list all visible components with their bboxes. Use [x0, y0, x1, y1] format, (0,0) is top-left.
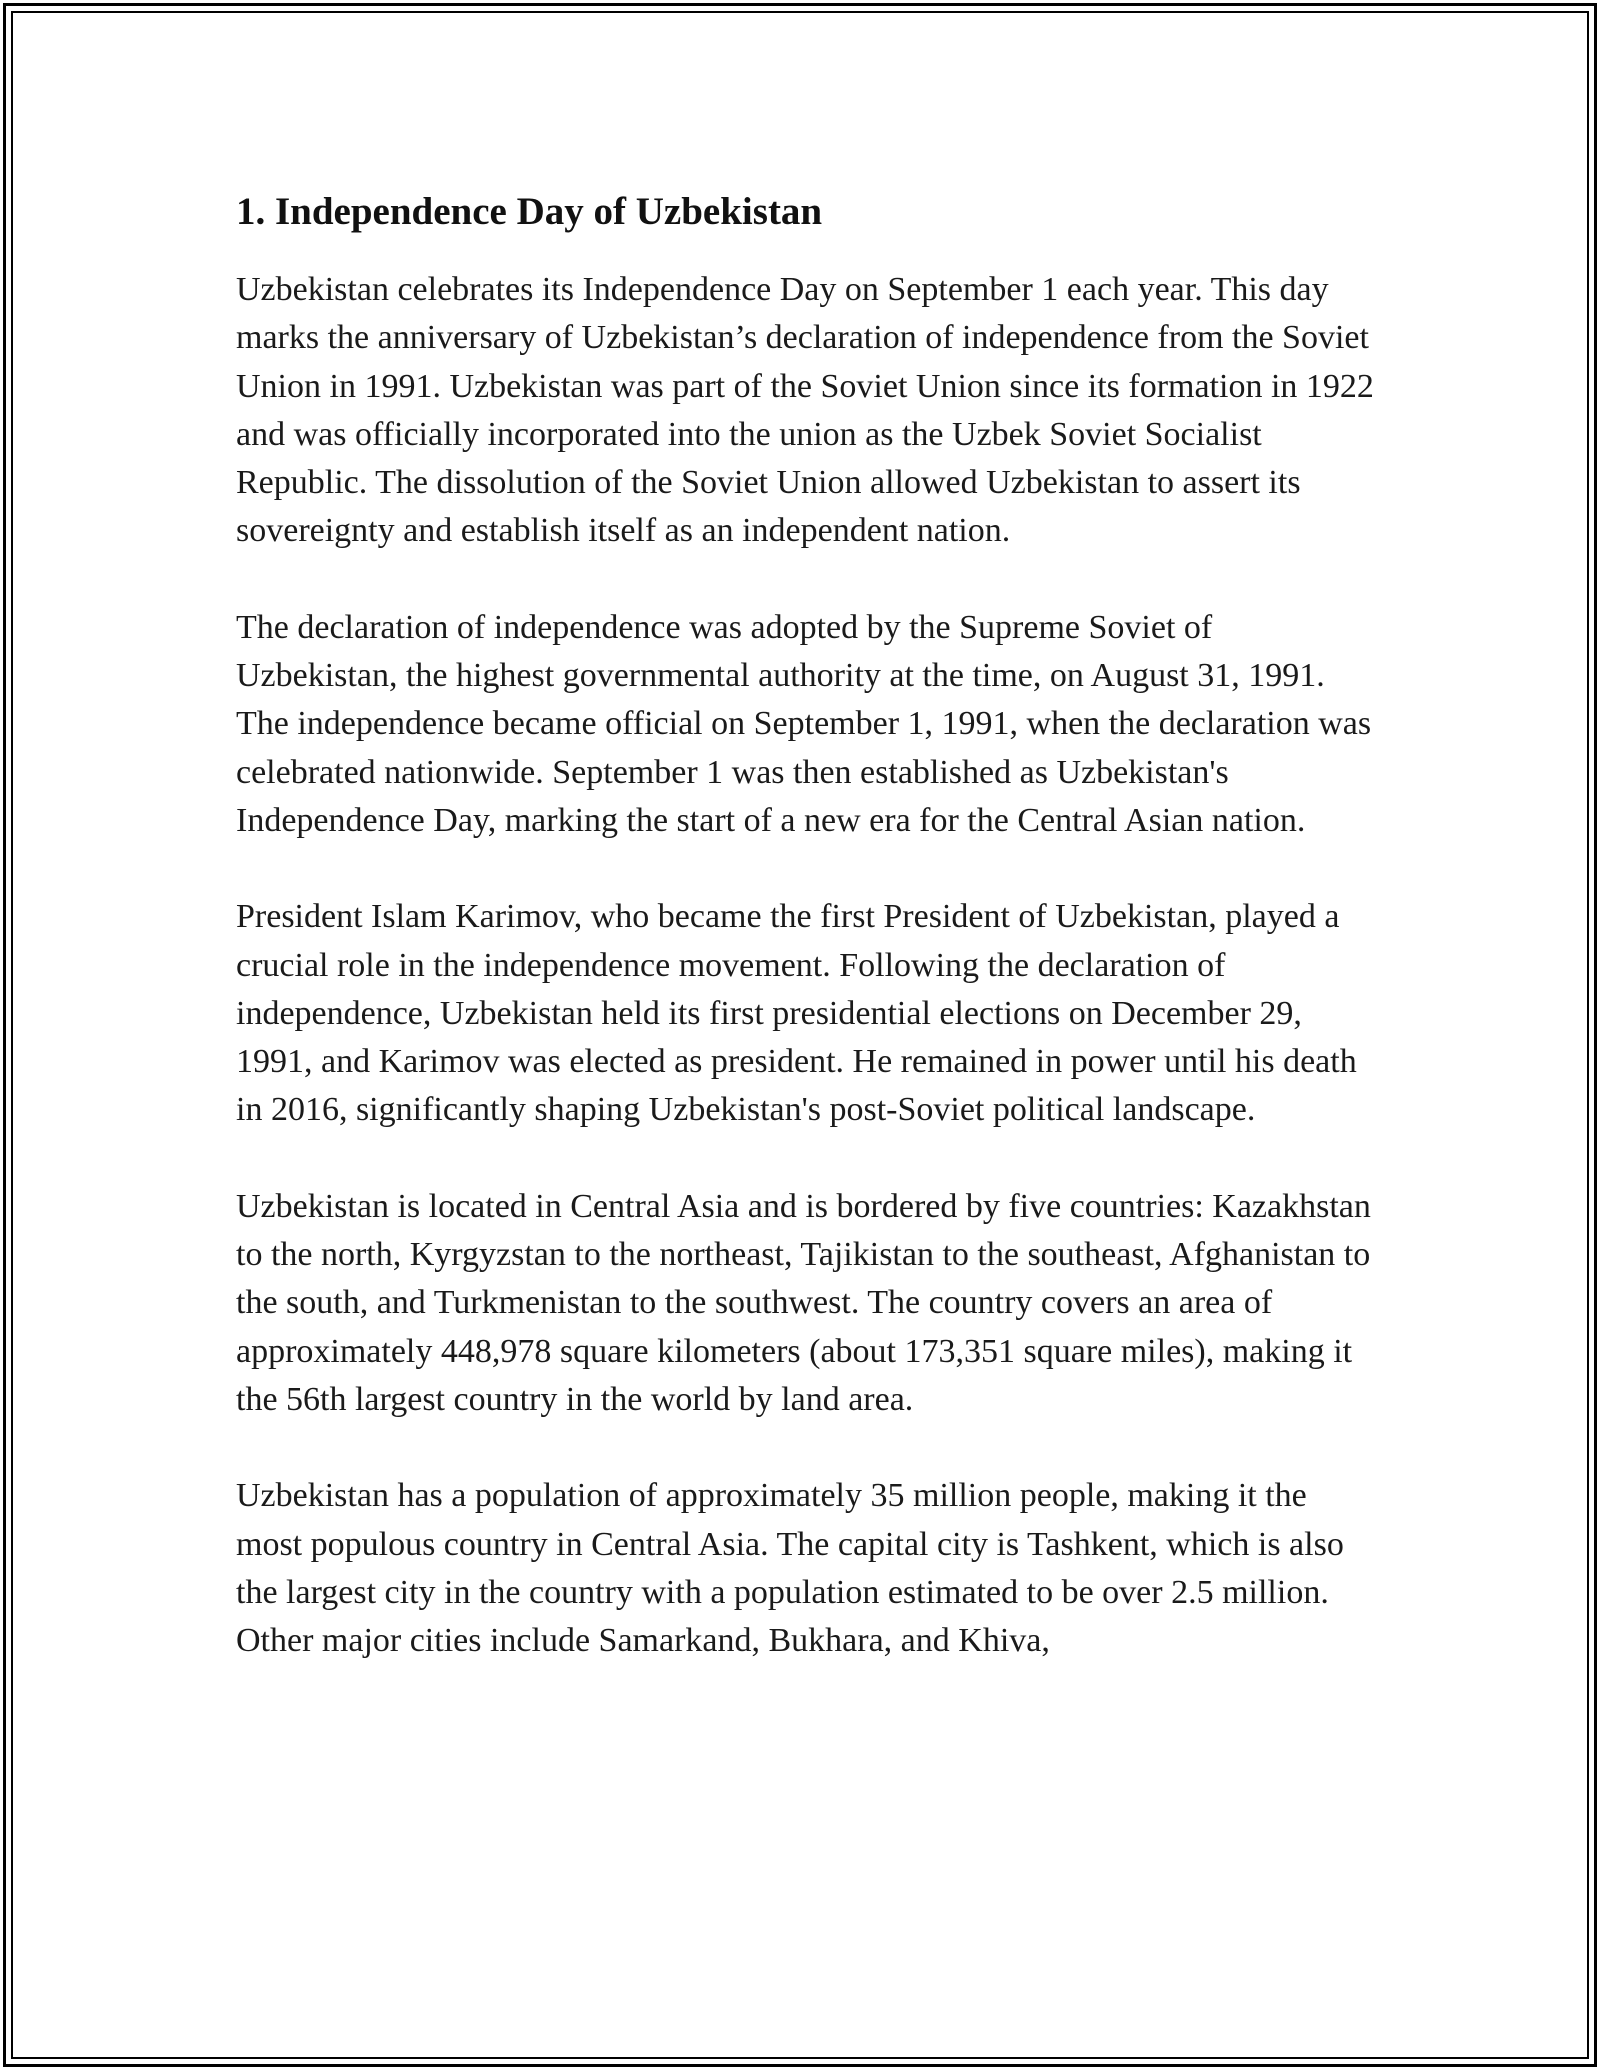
paragraph-karimov: President Islam Karimov, who became the first President of Uzbekistan, played a crucial role in the independence movement. Following the declaration of independence, Uzbekistan held its first presidential elections on December 29, 1991, and Karimov was elected as president. He remained in power until his death in 2016, significantly shaping Uzbekistan's post-Soviet political landscape.: [236, 898, 1357, 1129]
section-heading: 1. Independence Day of Uzbekistan: [236, 190, 823, 233]
paragraph-geography: Uzbekistan is located in Central Asia and is bordered by five countries: Kazakhstan to the north, Kyrgyzstan to the northeast, Tajikistan to the southeast, Afghanistan to the south, and Turkmenistan to the southwest. The country covers an area of approximately 448,978 square kilometers (about 173,351 square miles), making it the 56th largest country in the world by land area.: [236, 1187, 1371, 1418]
document-body: [236, 186, 1376, 1713]
paragraph-independence-day: Uzbekistan celebrates its Independence Day on September 1 each year. This day marks the anniversary of Uzbekistan’s declaration of independence from the Soviet Union in 1991. Uzbekistan was part of the Soviet Union since its formation in 1922 and was officially incorporated into the union as the Uzbek Soviet Socialist Republic. The dissolution of the Soviet Union allowed Uzbekistan to assert its sovereignty and establish itself as an independent nation.: [236, 271, 1374, 550]
paragraph-population: Uzbekistan has a population of approximately 35 million people, making it the most populous country in Central Asia. The capital city is Tashkent, which is also the largest city in the country with a population estimated to be over 2.5 million. Other major cities include Samarkand, Bukhara, and Khiva,: [236, 1477, 1344, 1660]
paragraph-declaration: The declaration of independence was adopted by the Supreme Soviet of Uzbekistan, the highest governmental authority at the time, on August 31, 1991. The independence became official on September 1, 1991, when the declaration was celebrated nationwide. September 1 was then established as Uzbekistan's Independence Day, marking the start of a new era for the Central Asian nation.: [236, 608, 1372, 839]
